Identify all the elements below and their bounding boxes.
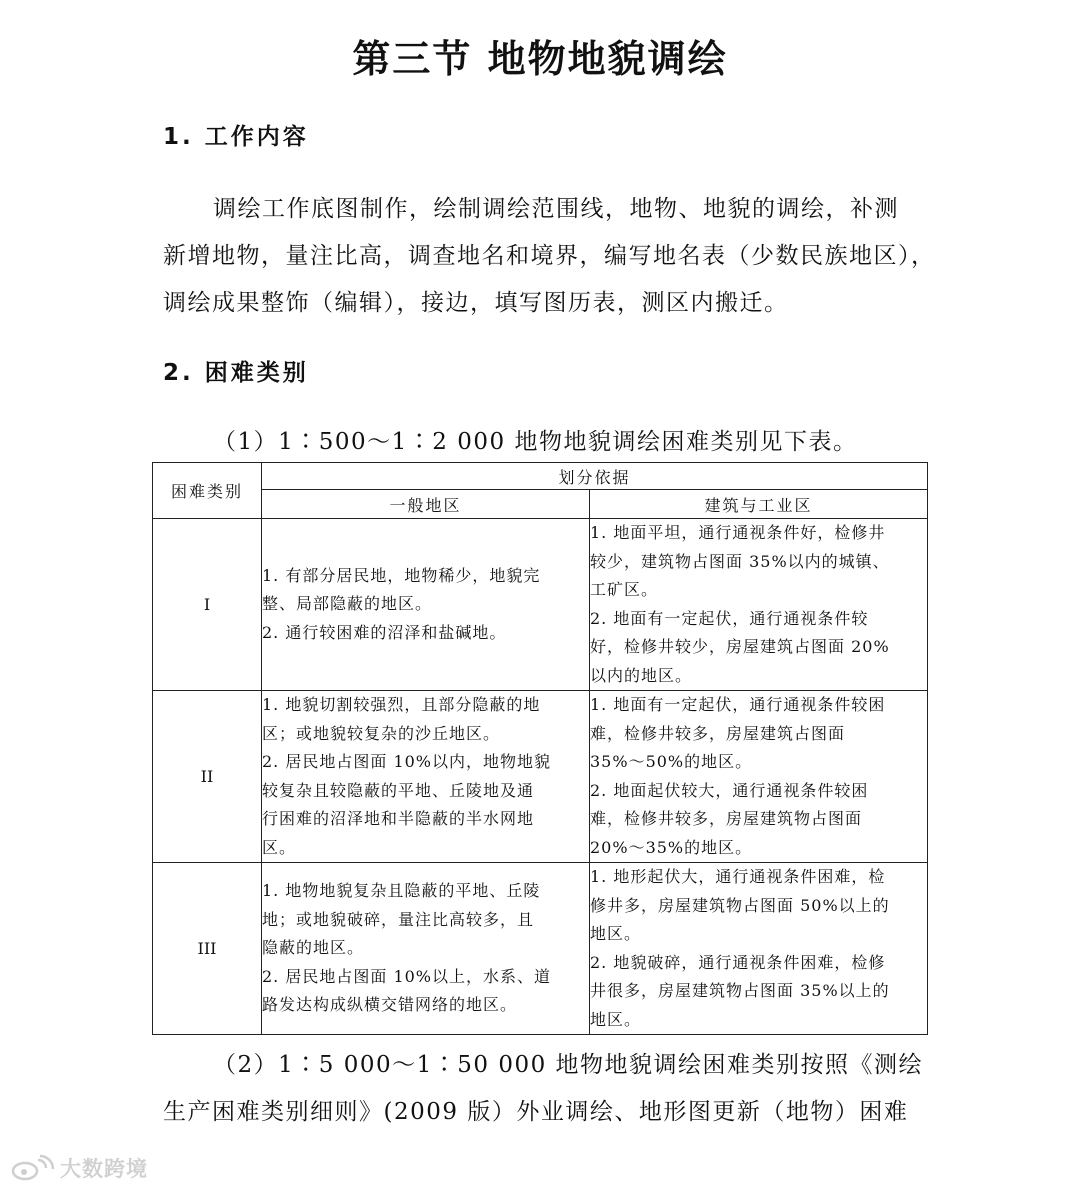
difficulty-table [152, 462, 928, 1035]
industrial-area-cell [590, 863, 928, 1035]
cell-line: 好，检修井较少，房屋建筑占图面 20% [590, 637, 890, 656]
cell-line: 1. 地形起伏大，通行通视条件困难，检 [590, 867, 886, 886]
header-basis: 划分依据 [262, 463, 928, 490]
cell-line: 1. 地面有一定起伏，通行通视条件较困 [590, 695, 886, 714]
watermark [10, 1153, 148, 1183]
industrial-area-cell [590, 519, 928, 691]
cell-line: 20%～35%的地区。 [590, 837, 753, 857]
cell-line: 难，检修井较多，房屋建筑物占图面 [590, 809, 863, 828]
general-area-cell [262, 691, 590, 863]
cell-line: 修井多，房屋建筑物占图面 50%以上的 [590, 895, 890, 915]
cell-line: 2. 居民地占图面 10%以上，水系、道 [262, 966, 552, 986]
work-content-paragraph [163, 186, 936, 327]
cell-line: 35%～50%的地区。 [590, 752, 753, 771]
cell-line: 地区。 [590, 924, 642, 943]
industrial-area-cell [590, 691, 928, 863]
paragraph-line: 生产困难类别细则》(2009 版）外业调绘、地形图更新（地物）困难 [163, 1099, 909, 1125]
table-row [153, 691, 928, 863]
cell-line: 地区。 [590, 1009, 642, 1029]
category-cell: I [153, 519, 262, 691]
cell-line: 工矿区。 [590, 580, 659, 599]
weibo-logo-icon [10, 1154, 56, 1182]
cell-line: 2. 地面有一定起伏，通行通视条件较 [590, 608, 869, 628]
paragraph-line: （2）1∶5 000～1∶50 000 地物地貌调绘困难类别按照《测绘 [213, 1052, 924, 1078]
cell-line: 以内的地区。 [590, 665, 693, 685]
section-heading-difficulty: 2. 困难类别 [163, 360, 309, 386]
header-general-area: 一般地区 [262, 490, 590, 519]
paragraph-line: 新增地物，量注比高，调查地名和境界，编写地名表（少数民族地区）， [163, 243, 936, 269]
paragraph-line: 调绘工作底图制作，绘制调绘范围线，地物、地貌的调绘，补测 [213, 196, 899, 222]
cell-line: 1. 地面平坦，通行通视条件好，检修井 [590, 523, 886, 542]
general-area-cell [262, 519, 590, 691]
category-cell: II [153, 691, 262, 863]
cell-line: 较少，建筑物占图面 35%以内的城镇、 [590, 551, 890, 571]
category-cell: III [153, 863, 262, 1035]
cell-line: 2. 居民地占图面 10%以内，地物地貌 [262, 752, 552, 771]
table-row [153, 519, 928, 691]
paragraph-line: 调绘成果整饰（编辑），接边，填写图历表，测区内搬迁。 [163, 290, 789, 316]
cell-line: 区。 [262, 837, 297, 857]
cell-line: 难，检修井较多，房屋建筑占图面 [590, 723, 846, 743]
cell-line: 1. 地貌切割较强烈，且部分隐蔽的地 [262, 695, 541, 714]
cell-line: 2. 地貌破碎，通行通视条件困难，检修 [590, 952, 886, 972]
cell-line: 隐蔽的地区。 [262, 938, 365, 958]
cell-line: 2. 地面起伏较大，通行通视条件较困 [590, 780, 869, 800]
scale-note-paragraph [163, 1042, 923, 1136]
cell-line: 2. 通行较困难的沼泽和盐碱地。 [262, 622, 507, 642]
table-row [153, 863, 928, 1035]
cell-line: 1. 有部分居民地，地物稀少，地貌完 [262, 565, 541, 585]
cell-line: 路发达构成纵横交错网络的地区。 [262, 995, 518, 1015]
cell-line: 区；或地貌较复杂的沙丘地区。 [262, 723, 501, 743]
section-heading-work-content: 1. 工作内容 [163, 124, 309, 150]
page-title: 第三节 地物地貌调绘 [352, 37, 728, 81]
header-industrial-area: 建筑与工业区 [590, 490, 928, 519]
cell-line: 1. 地物地貌复杂且隐蔽的平地、丘陵 [262, 881, 541, 901]
watermark-text: 大数跨境 [60, 1157, 148, 1181]
cell-line: 较复杂且较隐蔽的平地、丘陵地及通 [262, 780, 535, 800]
table-caption: （1）1∶500～1∶2 000 地物地貌调绘困难类别见下表。 [213, 429, 858, 455]
cell-line: 整、局部隐蔽的地区。 [262, 594, 433, 614]
cell-line: 行困难的沼泽地和半隐蔽的半水网地 [262, 809, 535, 828]
general-area-cell [262, 863, 590, 1035]
header-category: 困难类别 [153, 463, 262, 519]
cell-line: 地；或地貌破碎，量注比高较多，且 [262, 909, 535, 929]
cell-line: 井很多，房屋建筑物占图面 35%以上的 [590, 981, 890, 1000]
